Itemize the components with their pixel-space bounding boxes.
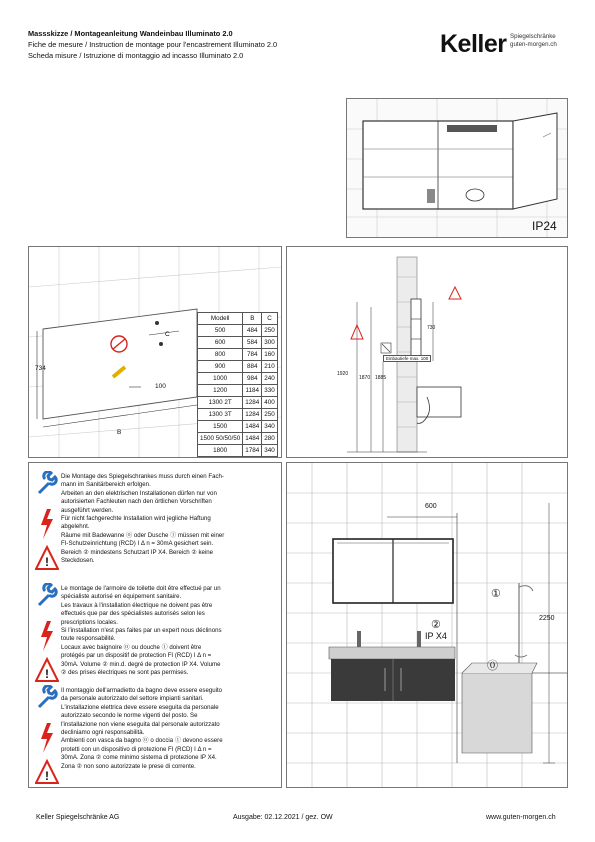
dim-600: 600 [425, 503, 437, 510]
table-row [198, 409, 278, 421]
cell-c: 340 [262, 445, 278, 457]
table-row [198, 337, 278, 349]
logo-sub-line1: Spiegelschränke [510, 33, 556, 40]
footer-company: Keller Spiegelschränke AG [36, 814, 120, 821]
dim-2250: 2250 [539, 615, 555, 622]
cell-b: 484 [243, 325, 262, 337]
brand-logo-sub [510, 33, 557, 49]
wrench-icon [39, 472, 56, 493]
cell-model: 1300 3T [198, 409, 243, 421]
cabinet-overview-drawing [347, 99, 567, 237]
cell-b: 1484 [243, 421, 262, 433]
warning-text-fr: Le montage de l'armoire de toilette doit être effectué par un spécialiste autorisé en équipement sanitaire. Les travaux à l'installation électrique ne doivent pas être effectués que par des spécialistes autorisés selon les prescriptions locales. Si l'installation n'est pas faites par un expert nous déclinons toute responsabilité. Locaux avec baignoire ⓪ ou douche ① doivent être protégés par un dispositif de protection FI (RCD) I Δ n = 30mA. Volume ② min.d. degré de protection IP X4. Volume ② des prises électriques ne sont pas permises. [61, 585, 222, 677]
electric-bolt-icon [41, 621, 53, 651]
section-drawing-svg [287, 247, 567, 457]
table-row [198, 349, 278, 361]
warning-icons-it [35, 685, 59, 790]
cell-b: 1284 [243, 397, 262, 409]
cabinet-overview-image [346, 98, 568, 238]
dim-730: 730 [427, 325, 436, 331]
cell-c: 160 [262, 349, 278, 361]
cell-c: 250 [262, 409, 278, 421]
cell-b: 1284 [243, 409, 262, 421]
dim-100: 100 [155, 383, 166, 390]
svg-text:!: ! [45, 769, 49, 783]
safety-warnings [28, 462, 282, 788]
zone-0-marker: ⓪ [487, 660, 498, 672]
dim-1885: 1885 [375, 375, 387, 381]
zone-1-marker: ① [491, 588, 501, 600]
cell-model: 900 [198, 361, 243, 373]
model-table [197, 312, 278, 457]
dim-734: 734 [35, 365, 46, 372]
cell-model: 1500 [198, 421, 243, 433]
cell-model: 500 [198, 325, 243, 337]
cell-c: 240 [262, 373, 278, 385]
cell-b: 1484 [243, 433, 262, 445]
warning-text-de: Die Montage des Spiegelschrankes muss durch einen Fach- mann im Sanitärbereich erfolgen. Arbeiten an den elektrischen Installationen dürfen nur von autorisierten Fachleuten nach den örtlichen Vorschriften ausgeführt werden. Für nicht fachgerechte Installation wird jegliche Haftung abgelehnt. Räume mit Badewanne ⓪ oder Dusche ① müssen mit einer FI-Schutzeinrichtung (RCD) I Δ n = 30mA gesichert sein. Bereich ② mindestens Schutzart IP X4. Bereich ② keine Steckdosen. [61, 473, 225, 565]
warning-icons-de [35, 471, 59, 576]
section-drawing [286, 246, 568, 458]
table-row [198, 385, 278, 397]
table-row [198, 421, 278, 433]
dim-1870: 1870 [359, 375, 371, 381]
warning-triangle-icon [36, 659, 58, 681]
dim-b: B [117, 429, 122, 436]
cell-c: 400 [262, 397, 278, 409]
table-row [198, 361, 278, 373]
footer-url: www.guten-morgen.ch [486, 814, 556, 821]
bathroom-zones-drawing [286, 462, 568, 788]
ip24-label: IP24 [532, 219, 557, 233]
cell-model: 1800 [198, 445, 243, 457]
cell-b: 584 [243, 337, 262, 349]
dimension-sketch [28, 246, 282, 458]
cell-c: 250 [262, 325, 278, 337]
cell-c: 210 [262, 361, 278, 373]
header-cell: Modell [198, 313, 243, 325]
bathroom-drawing-svg [287, 463, 567, 787]
title-fr: Fiche de mesure / Instruction de montage pour l'encastrement Illuminato 2.0 [28, 40, 278, 49]
cell-c: 340 [262, 421, 278, 433]
cell-model: 1200 [198, 385, 243, 397]
header-cell: C [262, 313, 278, 325]
wrench-icon [39, 584, 56, 605]
table-row [198, 433, 278, 445]
dim-1920: 1920 [337, 371, 349, 377]
logo-sub-line2: guten-morgen.ch [510, 41, 557, 48]
dim-c: C [165, 331, 170, 338]
cell-model: 1500 50/50/50 [198, 433, 243, 445]
cell-model: 800 [198, 349, 243, 361]
zone-2-marker: ② [431, 619, 441, 631]
title-it: Scheda misure / Istruzione di montaggio ad incasso Illuminato 2.0 [28, 51, 244, 60]
brand-logo: Keller [440, 30, 507, 58]
table-row [198, 397, 278, 409]
title-de: Massskizze / Montageanleitung Wandeinbau Illuminato 2.0 [28, 29, 233, 38]
cell-model: 1000 [198, 373, 243, 385]
depth-note: Einbautiefe max. 100 [383, 355, 431, 362]
cell-model: 1300 2T [198, 397, 243, 409]
electric-bolt-icon [41, 723, 53, 753]
cell-b: 1184 [243, 385, 262, 397]
cell-c: 300 [262, 337, 278, 349]
cell-b: 784 [243, 349, 262, 361]
header-cell: B [243, 313, 262, 325]
zone-2-label: IP X4 [425, 631, 447, 641]
cell-model: 600 [198, 337, 243, 349]
cell-c: 280 [262, 433, 278, 445]
warning-text-it: Il montaggio dell'armadietto da bagno deve essere eseguito da personale autorizzato del settore impianti sanitari. L'installazione elettrica deve essere eseguita da personale autorizzato secondo le norme vigenti del posto. Se l'installazione non viene eseguita dal personale autorizzato decliniamo ogni responsabilità. Ambienti con vasca da bagno ⓪ o doccia ① devono essere protetti con un dispositivo di protezione FI (RCD) I Δ n = 30mA. Zona ② come minimo sistema di protezione IP X4. Zona ② non sono autorizzate le prese di corrente. [61, 687, 223, 770]
cell-b: 884 [243, 361, 262, 373]
cell-c: 330 [262, 385, 278, 397]
svg-text:!: ! [45, 667, 49, 681]
warning-icons-fr [35, 583, 59, 688]
warning-triangle-icon [36, 761, 58, 783]
warning-triangle-icon [36, 547, 58, 569]
svg-text:!: ! [45, 555, 49, 569]
cell-b: 984 [243, 373, 262, 385]
footer-issue: Ausgabe: 02.12.2021 / gez. OW [233, 814, 333, 821]
table-row [198, 325, 278, 337]
electric-bolt-icon [41, 509, 53, 539]
model-table-header [198, 313, 278, 325]
table-row [198, 373, 278, 385]
wrench-icon [39, 686, 56, 707]
cell-b: 1784 [243, 445, 262, 457]
table-row [198, 445, 278, 457]
